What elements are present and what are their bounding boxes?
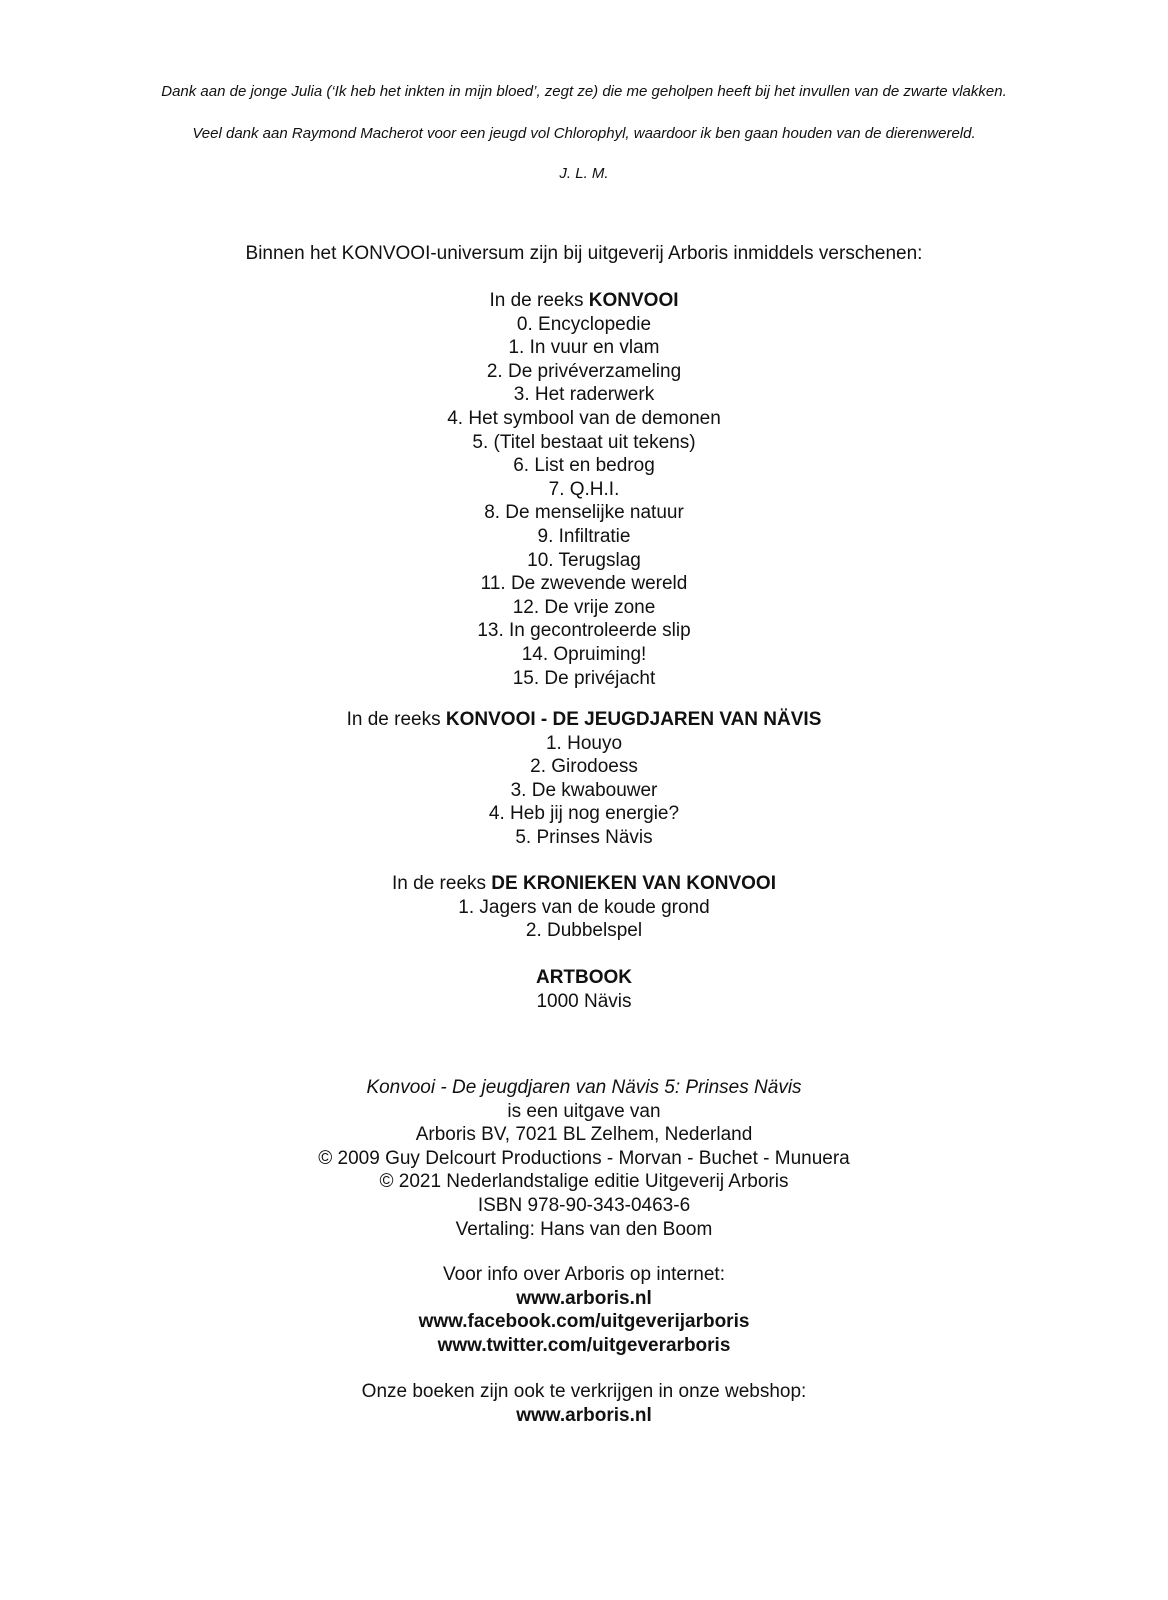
artbook-heading: [0, 966, 1168, 990]
list-item: 3. Het raderwerk: [513, 384, 655, 406]
list-item: 4. Heb jij nog energie?: [488, 803, 680, 825]
list-item: 12. De vrije zone: [512, 596, 656, 618]
book-title-text: Konvooi - De jeugdjaren van Nävis 5: Prinses Nävis: [366, 1077, 802, 1098]
list-item: 15. De privéjacht: [512, 667, 656, 689]
list-item: 4. Het symbool van de demonen: [447, 407, 721, 429]
author-initials: J. L. M.: [559, 165, 609, 182]
copyright-original: © 2009 Guy Delcourt Productions - Morvan - Buchet - Munuera: [318, 1147, 850, 1169]
webshop-intro: Onze boeken zijn ook te verkrijgen in onze webshop:: [361, 1381, 807, 1402]
list-item: 1. Houyo: [545, 732, 623, 754]
list-item: 7. Q.H.I.: [548, 478, 620, 500]
list-item: 2. Girodoess: [530, 756, 638, 778]
publications-intro: Binnen het KONVOOI-universum zijn bij uitgeverij Arboris inmiddels verschenen:: [245, 243, 923, 264]
twitter-link[interactable]: www.twitter.com/uitgeverarboris: [437, 1334, 731, 1356]
series-prefix: In de reeks: [392, 873, 492, 894]
copyright-dutch-edition: © 2021 Nederlandstalige editie Uitgeverij Arboris: [379, 1171, 789, 1193]
web-intro: Voor info over Arboris op internet:: [443, 1264, 725, 1285]
web-info: [0, 1263, 1168, 1357]
artbook-heading-text: ARTBOOK: [535, 967, 633, 988]
publisher-address: Arboris BV, 7021 BL Zelhem, Nederland: [415, 1124, 753, 1146]
acknowledgement-julia: Dank aan de jonge Julia (‘Ik heb het inkten in mijn bloed’, zegt ze) die me geholpen heeft bij het invullen van de zwarte vlakken.: [161, 83, 1007, 100]
list-item: 2. De privéverzameling: [486, 360, 682, 382]
website-link[interactable]: www.arboris.nl: [516, 1287, 652, 1309]
book-title: [0, 1076, 1168, 1100]
series-konvooi: [0, 289, 1168, 690]
list-item: 1. In vuur en vlam: [508, 337, 660, 359]
artbook-section: [0, 966, 1168, 1013]
list-item: 3. De kwabouwer: [510, 779, 658, 801]
list-item: 2. Dubbelspel: [525, 920, 643, 942]
list-item: 5. (Titel bestaat uit tekens): [472, 431, 696, 453]
webshop-link[interactable]: www.arboris.nl: [516, 1404, 652, 1426]
list-item: 9. Infiltratie: [537, 525, 631, 547]
series-name: DE KRONIEKEN VAN KONVOOI: [491, 873, 776, 894]
colophon-block: [0, 1076, 1168, 1241]
series-jeugdjaren-van-navis: [0, 708, 1168, 850]
list-item: 6. List en bedrog: [513, 455, 655, 477]
isbn: ISBN 978-90-343-0463-6: [477, 1194, 691, 1216]
list-item: 11. De zwevende wereld: [480, 573, 688, 595]
list-item: 5. Prinses Nävis: [515, 826, 653, 848]
list-item: 1. Jagers van de koude grond: [458, 896, 710, 918]
colophon-line: is een uitgave van: [507, 1100, 661, 1122]
translator: Vertaling: Hans van den Boom: [455, 1218, 713, 1240]
webshop-info: [0, 1380, 1168, 1427]
series-name: KONVOOI - DE JEUGDJAREN VAN NÄVIS: [445, 709, 822, 730]
list-item: 8. De menselijke natuur: [484, 502, 684, 524]
series-name: KONVOOI: [588, 290, 679, 311]
series-heading: [0, 289, 1168, 313]
series-prefix: In de reeks: [346, 709, 446, 730]
facebook-link[interactable]: www.facebook.com/uitgeverijarboris: [418, 1311, 750, 1333]
list-item: 1000 Nävis: [536, 990, 632, 1012]
series-prefix: In de reeks: [489, 290, 589, 311]
list-item: 14. Opruiming!: [521, 643, 647, 665]
series-kronieken-van-konvooi: [0, 872, 1168, 943]
list-item: 10. Terugslag: [527, 549, 641, 571]
list-item: 13. In gecontroleerde slip: [477, 620, 691, 642]
acknowledgement-macherot: Veel dank aan Raymond Macherot voor een jeugd vol Chlorophyl, waardoor ik ben gaan houden van de dierenwereld.: [192, 125, 976, 142]
list-item: 0. Encyclopedie: [516, 313, 652, 335]
series-heading: [0, 708, 1168, 732]
series-heading: [0, 872, 1168, 896]
